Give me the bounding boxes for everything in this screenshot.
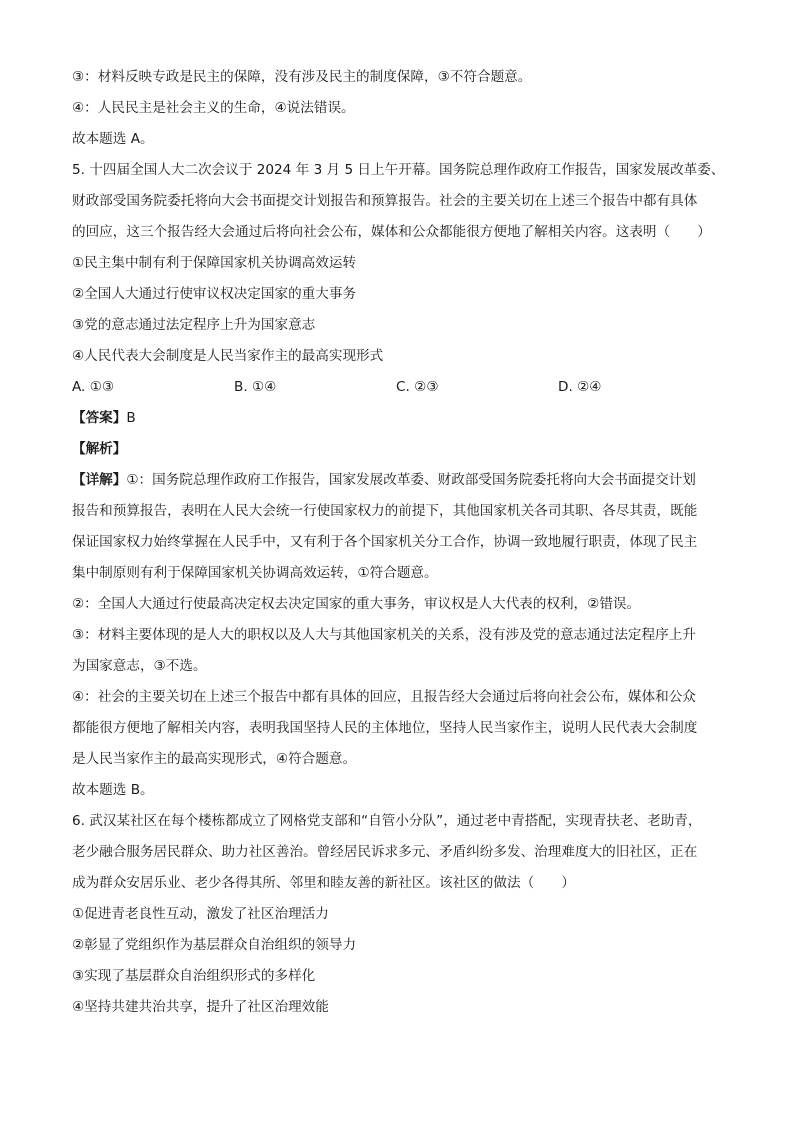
- question-stem: 的回应，这三个报告经大会通过后将向社会公布，媒体和公众都能很方便地了解相关内容。这表明（ ）: [72, 224, 711, 240]
- statement-item: ①民主集中制有利于保障国家机关协调高效运转: [72, 255, 357, 271]
- answer-label: 【答案】: [72, 410, 127, 426]
- detail-line: [72, 465, 734, 496]
- detail-line: 为国家意志，③不选。: [72, 658, 207, 674]
- statement-item: ③党的意志通过法定程序上升为国家意志: [72, 317, 316, 333]
- conclusion-line: 故本题选 B。: [72, 782, 154, 798]
- detail-line: ③：材料主要体现的是人大的职权以及人大与其他国家机关的关系，没有涉及党的意志通过法定程序上升: [72, 627, 696, 643]
- option-b: B. ①④: [234, 379, 277, 395]
- detail-line: ②：全国人大通过行使最高决定权去决定国家的重大事务，审议权是人大代表的权利，②错误。: [72, 596, 641, 612]
- detail-line: 报告和预算报告，表明在人民大会统一行使国家权力的前提下，其他国家机关各司其职、各尽其责，既能: [72, 503, 698, 519]
- question-stem: 成为群众安居乐业、老少各得其所、邻里和睦友善的新社区。该社区的做法（ ）: [72, 875, 575, 891]
- analysis-line: ③：材料反映专政是民主的保障，没有涉及民主的制度保障，③不符合题意。: [72, 69, 532, 85]
- statement-item: ②彰显了党组织作为基层群众自治组织的领导力: [72, 937, 357, 953]
- option-d: D. ②④: [558, 379, 602, 395]
- detail-line: 都能很方便地了解相关内容，表明我国坚持人民的主体地位，坚持人民当家作主，说明人民代表大会制度: [72, 720, 698, 736]
- conclusion-line: 故本题选 A。: [72, 131, 154, 147]
- detail-line: 保证国家权力始终掌握在人民手中，又有利于各个国家机关分工合作，协调一致地履行职责，体现了民主: [72, 534, 698, 550]
- question-stem: 6. 武汉某社区在每个楼栋都成立了网格党支部和“自管小分队”，通过老中青搭配，实现青扶老、老助青，: [72, 813, 702, 829]
- question-5: [72, 155, 734, 806]
- analysis-label: 【解析】: [72, 441, 127, 457]
- statement-item: ②全国人大通过行使审议权决定国家的重大事务: [72, 286, 357, 302]
- option-a: A. ①③: [72, 379, 115, 395]
- detail-line: 集中制原则有利于保障国家机关协调高效运转，①符合题意。: [72, 565, 438, 581]
- question-stem: 老少融合服务居民群众、助力社区善治。曾经居民诉求多元、矛盾纠纷多发、治理难度大的旧社区，正在: [72, 844, 698, 860]
- question-stem: 5. 十四届全国人大二次会议于 2024 年 3 月 5 日上午开幕。国务院总理作政府工作报告，国家发展改革委、: [72, 162, 725, 178]
- answer-line: [72, 403, 734, 434]
- statement-item: ④坚持共建共治共享，提升了社区治理效能: [72, 999, 329, 1015]
- question-stem: 财政部受国务院委托将向大会书面提交计划报告和预算报告。社会的主要关切在上述三个报告中都有具体: [72, 193, 698, 209]
- option-c: C. ②③: [396, 379, 439, 395]
- statement-item: ①促进青老良性互动，激发了社区治理活力: [72, 906, 329, 922]
- detail-line: 是人民当家作主的最高实现形式，④符合题意。: [72, 751, 357, 767]
- answer-value: B: [126, 410, 136, 426]
- detail-text: ①：国务院总理作政府工作报告，国家发展改革委、财政部受国务院委托将向大会书面提交计划: [126, 472, 696, 488]
- statement-item: ④人民代表大会制度是人民当家作主的最高实现形式: [72, 348, 384, 364]
- statement-item: ③实现了基层群众自治组织形式的多样化: [72, 968, 316, 984]
- question-6: [72, 806, 734, 1023]
- detail-line: ④：社会的主要关切在上述三个报告中都有具体的回应，且报告经大会通过后将向社会公布，媒体和公众: [72, 689, 696, 705]
- detail-label: 【详解】: [72, 472, 127, 488]
- analysis-line: ④：人民民主是社会主义的生命，④说法错误。: [72, 100, 355, 116]
- answer-options: [72, 372, 734, 403]
